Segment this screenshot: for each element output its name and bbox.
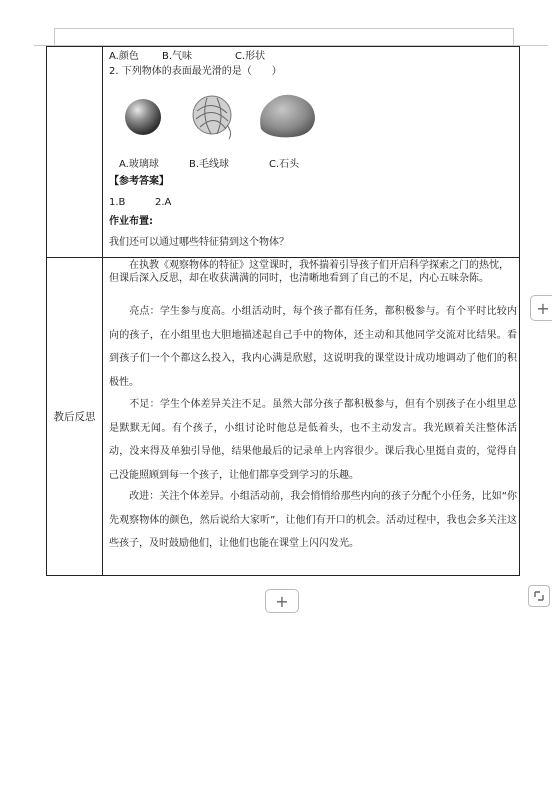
lesson-table bbox=[46, 46, 520, 576]
homework-text: 我们还可以通过哪些特征猜到这个物体？ bbox=[109, 237, 289, 248]
question-2: 2. 下列物体的表面最光滑的是（ ） bbox=[109, 66, 282, 77]
stone-image bbox=[255, 89, 319, 141]
collapse-corner-icon bbox=[533, 590, 545, 602]
highlight-text: 亮点：学生参与度高。小组活动时，每个孩子都有任务，都积极参与。有个平时比较内向的孩子，在小组里也大胆地描述起自己手中的物体，还主动和其他同学交流对比结果。看到孩子们一个个都这么投入，我内心满是欣慰，这说明我的课堂设计成功地调动了他们的积极性。 bbox=[109, 306, 517, 388]
plus-icon: + bbox=[536, 298, 550, 318]
reflection-label: 教后反思 bbox=[53, 410, 96, 423]
answer-2: 2.A bbox=[155, 197, 172, 208]
answer-1: 1.B bbox=[109, 197, 126, 208]
add-row-button[interactable] bbox=[265, 589, 299, 613]
exercise-row bbox=[47, 47, 519, 258]
shortcoming-text: 不足：学生个体差异关注不足。虽然大部分孩子都积极参与，但有个别孩子在小组里总是默默无闻。有个孩子，小组讨论时他总是低着头，也不主动发言。我光顾着关注整体活动，没来得及单独引导他，结果他最后的记录单上内容很少。课后我心里挺自责的，觉得自己没能照顾到每一个孩子，让他们都享受到学习的乐趣。 bbox=[109, 399, 517, 481]
add-column-button[interactable] bbox=[530, 295, 552, 321]
q2-option-b: B.毛线球 bbox=[189, 159, 230, 170]
improvement-text: 改进：关注个体差异。小组活动前，我会悄悄给那些内向的孩子分配个小任务，比如“你先观察物体的颜色，然后说给大家听”，让他们有开口的机会。活动过程中，我也会多关注这些孩子，及时鼓励他们，让他们也能在课堂上闪闪发光。 bbox=[109, 491, 517, 549]
homework-heading: 作业布置: bbox=[109, 216, 153, 227]
reflection-highlight bbox=[109, 300, 517, 394]
q1-option-b: B.气味 bbox=[162, 51, 193, 62]
q2-option-a: A.玻璃球 bbox=[119, 159, 159, 170]
answer-heading: 【参考答案】 bbox=[109, 176, 169, 187]
collapse-corner-button[interactable] bbox=[528, 585, 550, 607]
q1-option-a: A.颜色 bbox=[109, 51, 139, 62]
reflection-improvement bbox=[109, 485, 517, 556]
q1-option-c: C.形状 bbox=[235, 51, 266, 62]
reflection-intro: 在执教《观察物体的特征》这堂课时，我怀揣着引导孩子们开启科学探索之门的热忱，但课后深入反思，却在收获满满的同时，也清晰地看到了自己的不足，内心五味杂陈。 bbox=[109, 260, 509, 284]
yarn-ball-image bbox=[187, 91, 237, 141]
glass-ball-image bbox=[123, 97, 163, 137]
plus-icon: + bbox=[275, 591, 289, 611]
reflection-shortcoming bbox=[109, 393, 517, 487]
q2-option-c: C.石头 bbox=[269, 159, 300, 170]
